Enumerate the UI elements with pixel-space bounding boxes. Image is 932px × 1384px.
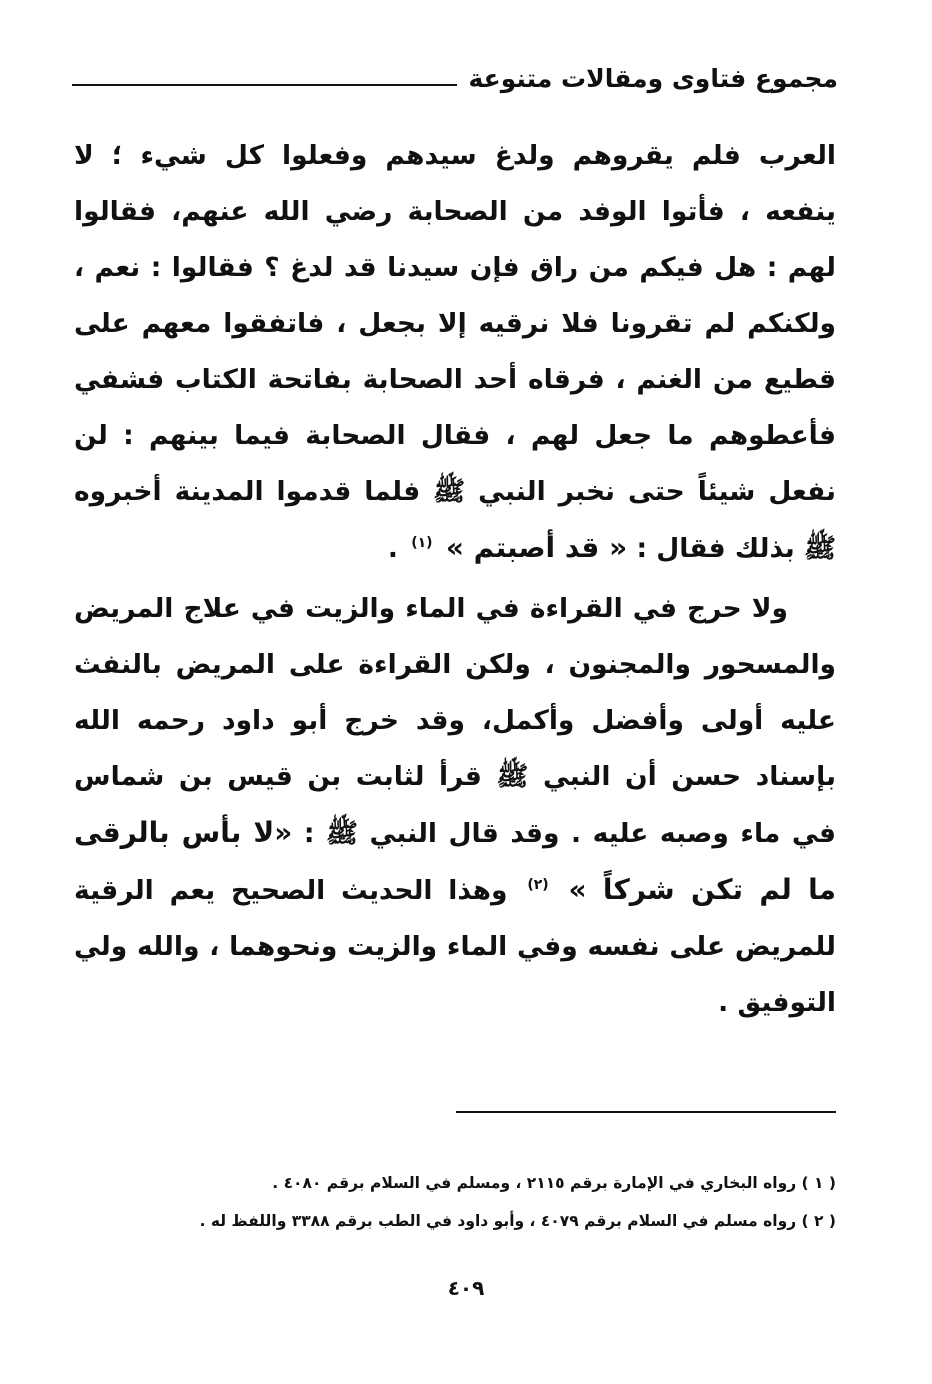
paragraph-1-text: العرب فلم يقروهم ولدغ سيدهم وفعلوا كل شيء ؛ لا ينفعه ، فأتوا الوفد من الصحابة رضي الله عنهم، فقالوا لهم : هل فيكم من راق فإن سيدنا قد لدغ ؟ فقالوا : نعم ، ولكنكم لم تقرونا فلا نرقيه إلا بجعل ، فاتفقوا معهم على قطيع من الغنم ، فرقاه أحد الصحابة بفاتحة الكتاب فشفي فأعطوهم ما جعل لهم ، فقال الصحابة فيما بينهم : لن نفعل شيئاً حتى نخبر النبي ﷺ فلما قدموا المدينة أخبروه ﷺ بذلك فقال : <box>74 140 836 564</box>
footnote-ref-1: (١) <box>411 535 433 552</box>
footnote-2: ( ٢ ) رواه مسلم في السلام برقم ٤٠٧٩ ، وأبو داود في الطب برقم ٣٣٨٨ واللفظ له . <box>199 1212 836 1230</box>
header-rule <box>72 84 457 86</box>
footnote-separator <box>456 1111 836 1113</box>
hadith-quote-2: «لا بأس بالرقى ما لم تكن شركاً » <box>74 816 836 906</box>
paragraph-1-end: . <box>387 533 398 564</box>
paragraph-2 <box>74 581 836 1031</box>
footnote-1: ( ١ ) رواه البخاري في الإمارة برقم ٢١١٥ ، ومسلم في السلام برقم ٤٠٨٠ . <box>272 1174 836 1192</box>
footnote-ref-2: (٢) <box>527 877 549 894</box>
main-text <box>74 128 836 1031</box>
hadith-quote-1: « قد أصبتم » <box>445 531 628 564</box>
running-header <box>72 58 838 98</box>
paragraph-1 <box>74 128 836 577</box>
header-title: مجموع فتاوى ومقالات متنوعة <box>468 63 838 93</box>
footnotes <box>160 1164 836 1240</box>
page-number: ٤٠٩ <box>447 1276 485 1300</box>
paragraph-2-text: ولا حرج في القراءة في الماء والزيت في علاج المريض والمسحور والمجنون ، ولكن القراءة على المريض بالنفث عليه أولى وأفضل وأكمل، وقد خرج أبو داود رحمه الله بإسناد حسن أن النبي ﷺ قرأ لثابت بن قيس بن شماس في ماء وصبه عليه . وقد قال النبي ﷺ : <box>74 593 837 849</box>
paragraph-2-end: وهذا الحديث الصحيح يعم الرقية للمريض على نفسه وفي الماء والزيت ونحوهما ، والله ولي التوفيق . <box>74 875 836 1018</box>
